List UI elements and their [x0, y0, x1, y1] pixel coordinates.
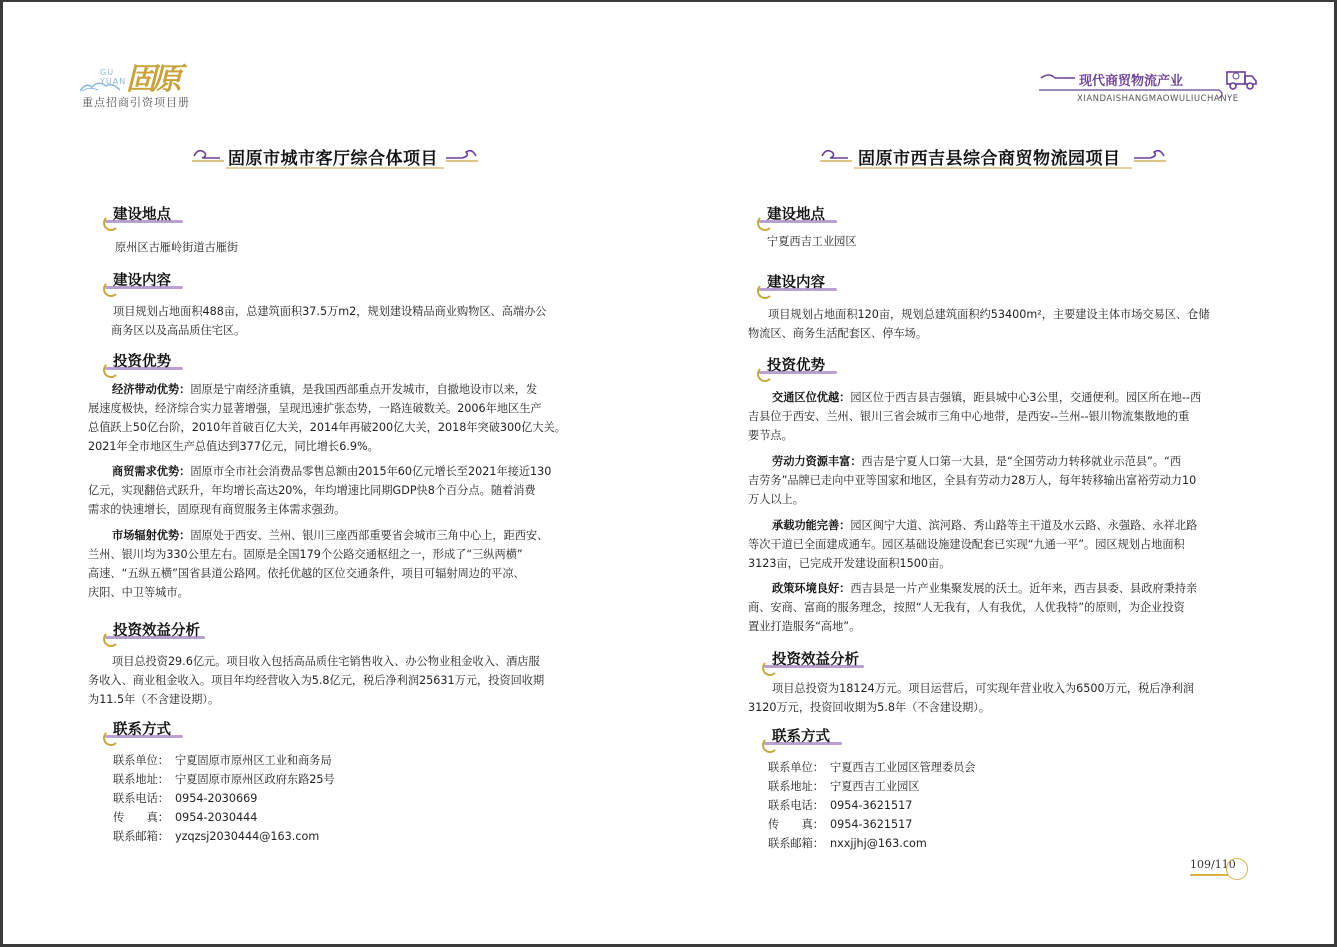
contact-address: 联系地址： 宁夏固原市原州区政府东路25号 — [113, 773, 335, 786]
contact-unit: 联系单位： 宁夏西吉工业园区管理委员会 — [768, 761, 976, 774]
benefit-paragraph: 项目总投资为18124万元。项目运营后，可实现年营业收入为6500万元，税后净利润 3120万元，投资回收期为5.8年（不含建设期）。 — [748, 682, 1195, 714]
advantage-paragraph-2: 劳动力资源丰富：西吉是宁夏人口第一大县，是“全国劳动力转移就业示范县”。“西 吉劳务”品牌已走向中亚等国家和地区，全县有劳动力28万人，每年转移输出富裕劳动力10 万人以上。 — [748, 455, 1197, 506]
advantage-paragraph-1: 交通区位优越：园区位于西吉县吉强镇，距县城中心3公里，交通便利。园区所在地--西 吉县位于西安、兰州、银川三省会城市三角中心地带，是西安--兰州--银川物流集散地的重 要节点。 — [748, 391, 1202, 442]
location-text: 宁夏西吉工业园区 — [767, 235, 857, 248]
section-heading-advantage: 投资优势 — [113, 350, 171, 371]
contact-email: 联系邮箱： nxxjjhj@163.com — [768, 837, 927, 850]
guyuan-logo — [80, 54, 210, 109]
advantage-paragraph-3: 承载功能完善：园区闽宁大道、滨河路、秀山路等主干道及水云路、永强路、永祥北路 等次干道已全面建成通车。园区基础设施建设配套已实现“九通一平”。园区规划占地面积 3123亩，已完成开发建设面积1500亩。 — [748, 519, 1198, 570]
content-paragraph: 项目规划占地面积488亩，总建筑面积37.5万m2，规划建设精品商业购物区、高端办公 商务区以及高品质住宅区。 — [111, 305, 547, 337]
section-heading-advantage: 投资优势 — [767, 354, 825, 375]
section-heading-content: 建设内容 — [767, 271, 825, 292]
advantage-paragraph-2: 商贸需求优势：固原市全市社会消费品零售总额由2015年60亿元增长至2021年接近130 亿元，实现翻倍式跃升，年均增长高达20%，年均增速比同期GDP快8个百分点。随着消费 需求的快速增长，固原现有商贸服务主体需求强劲。 — [88, 465, 552, 516]
contact-phone: 联系电话： 0954-2030669 — [113, 792, 258, 805]
logo-subtitle: 重点招商引资项目册 — [82, 96, 190, 109]
contact-list — [768, 758, 975, 853]
logo-calligraphy: 固原 — [126, 62, 178, 97]
truck-icon — [1225, 66, 1259, 92]
project-title-banner — [190, 142, 480, 170]
section-heading-benefit: 投资效益分析 — [113, 619, 200, 640]
advantage-paragraph-3: 市场辐射优势：固原处于西安、兰州、银川三座西部重要省会城市三角中心上，距西安、 兰州、银川均为330公里左右。固原是全国179个公路交通枢纽之一，形成了“三纵两横” 高速、“五纵五横”国省县道公路网。依托优越的区位交通条件，项目可辐射周边的平凉、 庆阳、中卫等城市。 — [88, 529, 549, 599]
page-number: 109/110 — [1190, 858, 1236, 871]
contact-fax: 传 真： 0954-3621517 — [768, 818, 913, 831]
section-heading-location: 建设地点 — [767, 203, 825, 224]
left-page — [0, 0, 668, 947]
contact-phone: 联系电话： 0954-3621517 — [768, 799, 913, 812]
contact-fax: 传 真： 0954-2030444 — [113, 811, 258, 824]
industry-header — [1039, 66, 1259, 116]
contact-email: 联系邮箱： yzqzsj2030444@163.com — [113, 830, 320, 843]
advantage-paragraph-1: 经济带动优势：固原是宁南经济重镇，是我国西部重点开发城市，自撤地设市以来，发 展速度极快，经济综合实力显著增强，呈现迅速扩张态势，一路连破数关。2006年地区生产 总值跃上50亿台阶，2010年首破百亿大关，2014年再破200亿大关，2018年突破300亿大关。 2021年全市地区生产总值达到377亿元，同比增长6.9%。 — [88, 383, 566, 453]
section-heading-contact: 联系方式 — [772, 725, 830, 746]
benefit-paragraph: 项目总投资29.6亿元。项目收入包括高品质住宅销售收入、办公物业租金收入、酒店服 务收入、商业租金收入。项目年均经营收入为5.8亿元，税后净利润25631万元，投资回收期 为11.5年（不含建设期）。 — [88, 655, 545, 706]
section-heading-location: 建设地点 — [113, 203, 171, 224]
right-page — [668, 0, 1337, 947]
contact-unit: 联系单位： 宁夏固原市原州区工业和商务局 — [113, 754, 332, 767]
industry-title: 现代商贸物流产业 — [1079, 74, 1184, 89]
section-heading-contact: 联系方式 — [113, 718, 171, 739]
contact-address: 联系地址： 宁夏西吉工业园区 — [768, 780, 920, 793]
location-text: 原州区古雁岭街道古雁街 — [115, 241, 239, 254]
industry-pinyin: XIANDAISHANGMAOWULIUCHANYE — [1077, 94, 1239, 104]
page-number-circle-icon — [1226, 858, 1248, 880]
section-heading-content: 建设内容 — [113, 269, 171, 290]
logo-pinyin: GU YUAN — [100, 68, 127, 86]
project-title-banner — [818, 142, 1168, 170]
project-title: 固原市城市客厅综合体项目 — [228, 149, 438, 169]
page-number-underline — [1190, 874, 1228, 876]
section-heading-benefit: 投资效益分析 — [772, 648, 859, 669]
content-paragraph: 项目规划占地面积120亩，规划总建筑面积约53400m²，主要建设主体市场交易区、仓储 物流区、商务生活配套区、停车场。 — [748, 308, 1210, 340]
advantage-paragraph-4: 政策环境良好：西吉县是一片产业集聚发展的沃土。近年来，西吉县委、县政府秉持亲 商、安商、富商的服务理念，按照“人无我有，人有我优，人优我特”的原则，为企业投资 置业打造服务“高地”。 — [748, 582, 1198, 633]
contact-list — [113, 751, 335, 846]
project-title: 固原市西吉县综合商贸物流园项目 — [858, 149, 1121, 169]
